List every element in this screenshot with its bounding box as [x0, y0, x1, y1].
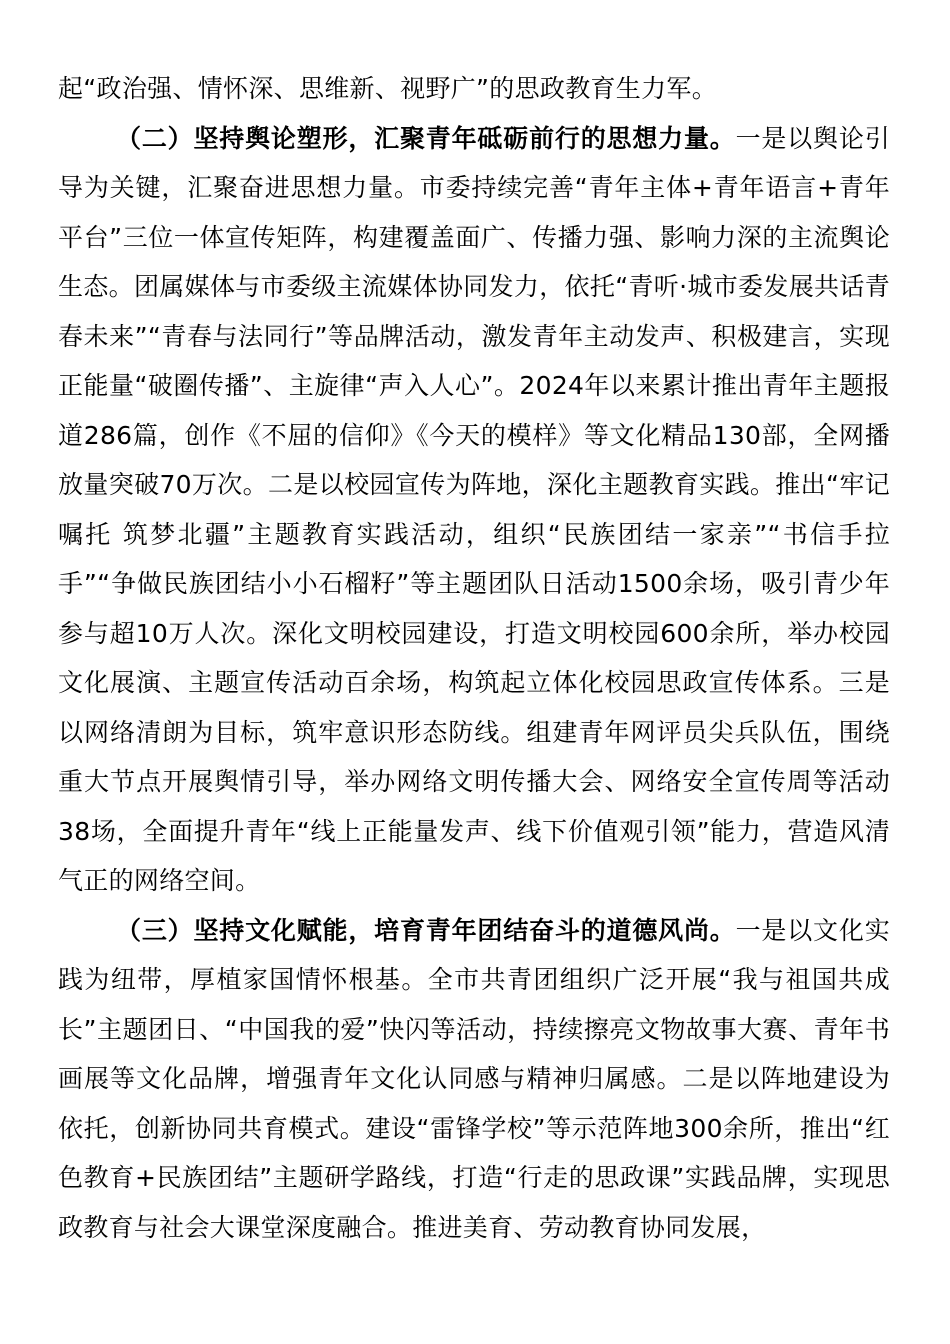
- section-2-paragraph: [58, 114, 890, 906]
- paragraph-continuation: 起“政治强、情怀深、思维新、视野广”的思政教育生力军。: [58, 74, 718, 103]
- section-2-heading: （二）坚持舆论塑形，汇聚青年砥砺前行的思想力量。: [116, 123, 736, 153]
- section-3-heading: （三）坚持文化赋能，培育青年团结奋斗的道德风尚。: [116, 915, 736, 945]
- section-3-body: 一是以文化实践为纽带，厚植家国情怀根基。全市共青团组织广泛开展“我与祖国共成长”主题团日、“中国我的爱”快闪等活动，持续擦亮文物故事大赛、青年书画展等文化品牌，增强青年文化认同感与精神归属感。二是以阵地建设为依托，创新协同共育模式。建设“雷锋学校”等示范阵地300余所，推出“红色教育+民族团结”主题研学路线，打造“行走的思政课”实践品牌，实现思政教育与社会大课堂深度融合。推进美育、劳动教育协同发展，: [58, 915, 890, 1242]
- section-3-paragraph: [58, 906, 890, 1253]
- document-body: [58, 64, 890, 1252]
- section-2-body: 一是以舆论引导为关键，汇聚奋进思想力量。市委持续完善“青年主体+青年语言+青年平台”三位一体宣传矩阵，构建覆盖面广、传播力强、影响力深的主流舆论生态。团属媒体与市委级主流媒体协同发力，依托“青听·城市委发展共话青春未来”“青春与法同行”等品牌活动，激发青年主动发声、积极建言，实现正能量“破圈传播”、主旋律“声入人心”。2024年以来累计推出青年主题报道286篇，创作《不屈的信仰》《今天的模样》等文化精品130部，全网播放量突破70万次。二是以校园宣传为阵地，深化主题教育实践。推出“牢记嘱托 筑梦北疆”主题教育实践活动，组织“民族团结一家亲”“书信手拉手”“争做民族团结小小石榴籽”等主题团队日活动1500余场，吸引青少年参与超10万人次。深化文明校园建设，打造文明校园600余所，举办校园文化展演、主题宣传活动百余场，构筑起立体化校园思政宣传体系。三是以网络清朗为目标，筑牢意识形态防线。组建青年网评员尖兵队伍，围绕重大节点开展舆情引导，举办网络文明传播大会、网络安全宣传周等活动38场，全面提升青年“线上正能量发声、线下价值观引领”能力，营造风清气正的网络空间。: [58, 123, 890, 895]
